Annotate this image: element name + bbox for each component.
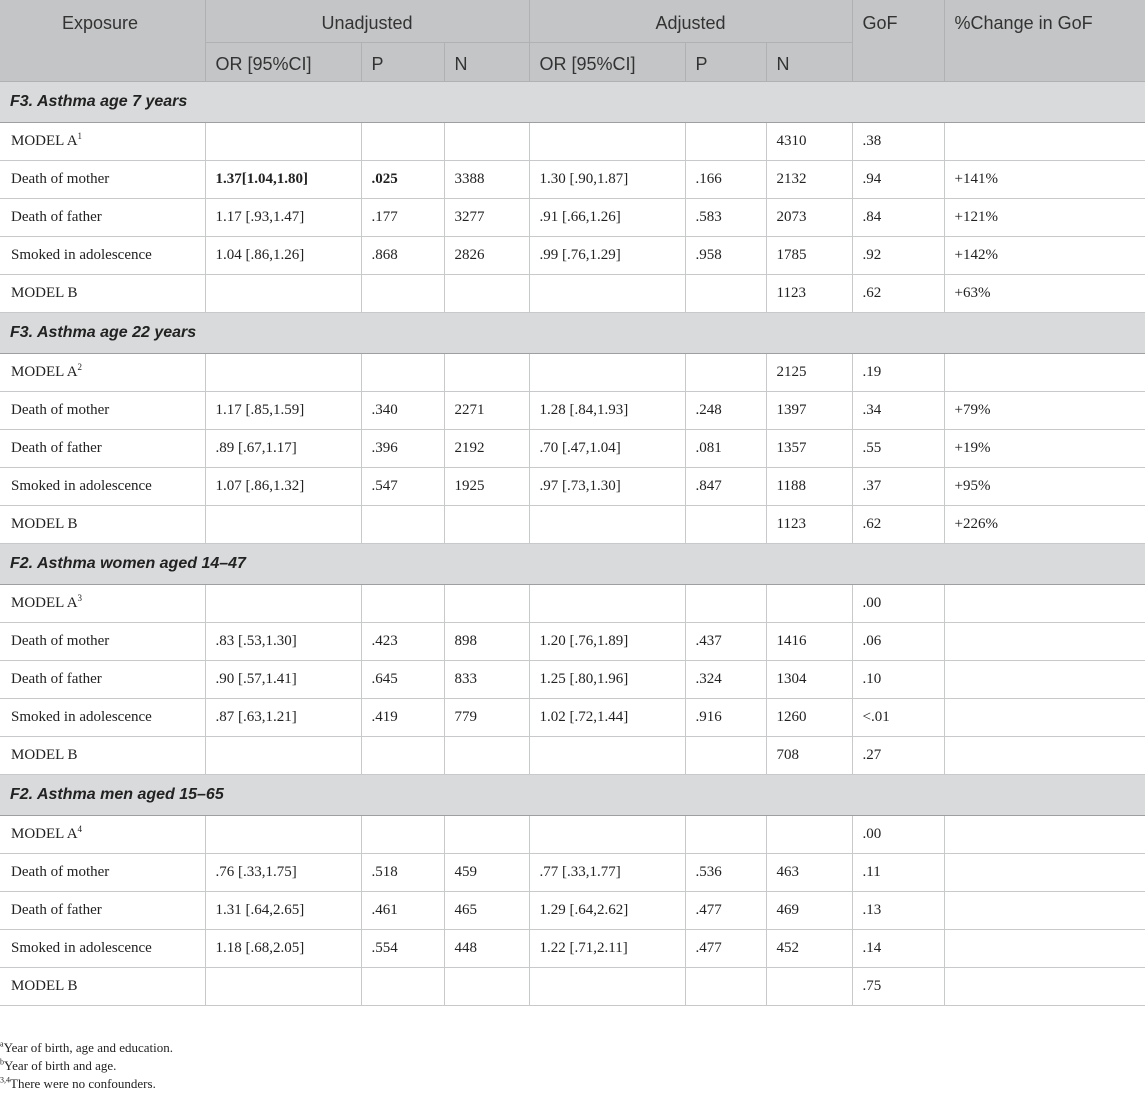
cell-pct xyxy=(944,123,1145,161)
cell-gof: .62 xyxy=(852,506,944,544)
cell-u-p xyxy=(361,968,444,1006)
cell-a-n: 1188 xyxy=(766,468,852,506)
cell-a-p: .477 xyxy=(685,892,766,930)
cell-pct xyxy=(944,892,1145,930)
cell-gof: <.01 xyxy=(852,699,944,737)
cell-u-n: 3388 xyxy=(444,161,529,199)
cell-u-p: .419 xyxy=(361,699,444,737)
cell-a-or: 1.20 [.76,1.89] xyxy=(529,623,685,661)
cell-a-p: .958 xyxy=(685,237,766,275)
cell-pct: +63% xyxy=(944,275,1145,313)
cell-u-or xyxy=(205,737,361,775)
section-header-row xyxy=(0,775,1145,816)
cell-u-or xyxy=(205,354,361,392)
cell-u-or xyxy=(205,585,361,623)
cell-a-n: 469 xyxy=(766,892,852,930)
cell-u-p xyxy=(361,816,444,854)
table-body xyxy=(0,82,1145,1006)
cell-exposure xyxy=(0,161,205,199)
cell-a-p: .477 xyxy=(685,930,766,968)
cell-u-n: 448 xyxy=(444,930,529,968)
cell-a-or xyxy=(529,968,685,1006)
exposure-label: Death of father xyxy=(11,902,102,918)
cell-a-n: 1123 xyxy=(766,506,852,544)
cell-pct xyxy=(944,816,1145,854)
cell-u-or xyxy=(205,816,361,854)
cell-exposure xyxy=(0,816,205,854)
cell-gof: .75 xyxy=(852,968,944,1006)
cell-a-n xyxy=(766,816,852,854)
header-adjusted: Adjusted xyxy=(529,0,852,43)
cell-a-or: 1.25 [.80,1.96] xyxy=(529,661,685,699)
footnote-mark: b xyxy=(0,1057,4,1067)
cell-pct xyxy=(944,930,1145,968)
cell-u-or: 1.37[1.04,1.80] xyxy=(205,161,361,199)
cell-a-n: 2073 xyxy=(766,199,852,237)
cell-u-p xyxy=(361,737,444,775)
exposure-label: Death of mother xyxy=(11,402,110,418)
footnote-text: Year of birth and age. xyxy=(4,1058,117,1073)
cell-a-n xyxy=(766,585,852,623)
cell-exposure xyxy=(0,392,205,430)
cell-u-p: .177 xyxy=(361,199,444,237)
footnote-marker: 3 xyxy=(77,593,83,603)
footnote xyxy=(0,1075,1145,1093)
section-title: F3. Asthma age 7 years xyxy=(0,82,1145,123)
cell-exposure xyxy=(0,506,205,544)
cell-u-n: 898 xyxy=(444,623,529,661)
cell-pct xyxy=(944,737,1145,775)
cell-a-or: .91 [.66,1.26] xyxy=(529,199,685,237)
cell-gof: .19 xyxy=(852,354,944,392)
header-adj-or: OR [95%CI] xyxy=(529,43,685,82)
cell-a-or xyxy=(529,816,685,854)
cell-pct xyxy=(944,968,1145,1006)
cell-u-p: .396 xyxy=(361,430,444,468)
table-row xyxy=(0,585,1145,623)
cell-pct: +19% xyxy=(944,430,1145,468)
cell-exposure xyxy=(0,623,205,661)
table-row xyxy=(0,199,1145,237)
cell-gof: .38 xyxy=(852,123,944,161)
cell-exposure xyxy=(0,199,205,237)
cell-a-n: 1416 xyxy=(766,623,852,661)
cell-a-p: .583 xyxy=(685,199,766,237)
cell-exposure xyxy=(0,123,205,161)
table-row xyxy=(0,506,1145,544)
exposure-label: MODEL B xyxy=(11,516,78,532)
cell-gof: .94 xyxy=(852,161,944,199)
table-row xyxy=(0,930,1145,968)
cell-gof: .37 xyxy=(852,468,944,506)
footnote-marker: 2 xyxy=(77,362,83,372)
cell-u-or: .83 [.53,1.30] xyxy=(205,623,361,661)
table-row xyxy=(0,123,1145,161)
cell-u-or: .90 [.57,1.41] xyxy=(205,661,361,699)
cell-a-or: .77 [.33,1.77] xyxy=(529,854,685,892)
cell-a-n: 1260 xyxy=(766,699,852,737)
cell-u-or xyxy=(205,506,361,544)
header-unadjusted: Unadjusted xyxy=(205,0,529,43)
cell-u-p: .868 xyxy=(361,237,444,275)
cell-pct: +142% xyxy=(944,237,1145,275)
table-row xyxy=(0,854,1145,892)
cell-gof: .00 xyxy=(852,816,944,854)
cell-pct xyxy=(944,354,1145,392)
cell-a-n: 452 xyxy=(766,930,852,968)
footnote-mark: 3,4 xyxy=(0,1075,10,1085)
cell-a-p: .847 xyxy=(685,468,766,506)
exposure-label: MODEL A xyxy=(11,364,78,380)
cell-exposure xyxy=(0,430,205,468)
cell-a-p: .081 xyxy=(685,430,766,468)
cell-u-n: 3277 xyxy=(444,199,529,237)
footnote-marker: 4 xyxy=(77,824,83,834)
cell-exposure xyxy=(0,468,205,506)
cell-u-p: .547 xyxy=(361,468,444,506)
cell-exposure xyxy=(0,354,205,392)
cell-gof: .92 xyxy=(852,237,944,275)
cell-pct: +121% xyxy=(944,199,1145,237)
cell-a-p xyxy=(685,354,766,392)
cell-a-or xyxy=(529,354,685,392)
cell-u-n xyxy=(444,123,529,161)
cell-a-p: .916 xyxy=(685,699,766,737)
exposure-label: Smoked in adolescence xyxy=(11,709,152,725)
exposure-label: Smoked in adolescence xyxy=(11,478,152,494)
cell-pct xyxy=(944,699,1145,737)
cell-exposure xyxy=(0,968,205,1006)
cell-u-p xyxy=(361,275,444,313)
cell-u-or: .76 [.33,1.75] xyxy=(205,854,361,892)
cell-u-n: 833 xyxy=(444,661,529,699)
cell-a-p xyxy=(685,816,766,854)
cell-a-p xyxy=(685,737,766,775)
cell-a-p xyxy=(685,585,766,623)
table-row xyxy=(0,354,1145,392)
cell-u-n xyxy=(444,275,529,313)
table-row xyxy=(0,737,1145,775)
cell-exposure xyxy=(0,237,205,275)
cell-u-p: .518 xyxy=(361,854,444,892)
section-title: F2. Asthma men aged 15–65 xyxy=(0,775,1145,816)
cell-a-or xyxy=(529,585,685,623)
table-row xyxy=(0,430,1145,468)
cell-u-p xyxy=(361,354,444,392)
cell-u-n xyxy=(444,737,529,775)
exposure-label: Smoked in adolescence xyxy=(11,247,152,263)
section-title: F3. Asthma age 22 years xyxy=(0,313,1145,354)
cell-u-n xyxy=(444,354,529,392)
footnote-mark: a xyxy=(0,1039,4,1049)
cell-pct: +95% xyxy=(944,468,1145,506)
footnotes xyxy=(0,1039,1145,1093)
cell-a-p: .437 xyxy=(685,623,766,661)
cell-a-or xyxy=(529,506,685,544)
cell-exposure xyxy=(0,661,205,699)
table-row xyxy=(0,968,1145,1006)
cell-u-or: 1.17 [.85,1.59] xyxy=(205,392,361,430)
cell-gof: .14 xyxy=(852,930,944,968)
cell-gof: .11 xyxy=(852,854,944,892)
cell-a-p: .536 xyxy=(685,854,766,892)
table-row xyxy=(0,623,1145,661)
exposure-label: Death of father xyxy=(11,209,102,225)
cell-a-p: .166 xyxy=(685,161,766,199)
cell-a-n: 2125 xyxy=(766,354,852,392)
cell-a-n: 2132 xyxy=(766,161,852,199)
cell-u-or: 1.17 [.93,1.47] xyxy=(205,199,361,237)
cell-a-n: 1304 xyxy=(766,661,852,699)
header-unadj-p: P xyxy=(361,43,444,82)
cell-a-n: 1357 xyxy=(766,430,852,468)
cell-a-or xyxy=(529,275,685,313)
header-exposure: Exposure xyxy=(0,0,205,82)
exposure-label: MODEL B xyxy=(11,747,78,763)
cell-a-n: 4310 xyxy=(766,123,852,161)
exposure-label: Death of mother xyxy=(11,864,110,880)
cell-a-p xyxy=(685,123,766,161)
cell-gof: .00 xyxy=(852,585,944,623)
exposure-label: Smoked in adolescence xyxy=(11,940,152,956)
cell-a-n: 1397 xyxy=(766,392,852,430)
exposure-label: MODEL A xyxy=(11,133,78,149)
header-adj-p: P xyxy=(685,43,766,82)
cell-a-p: .248 xyxy=(685,392,766,430)
cell-exposure xyxy=(0,737,205,775)
cell-gof: .27 xyxy=(852,737,944,775)
cell-a-p: .324 xyxy=(685,661,766,699)
cell-u-or: 1.31 [.64,2.65] xyxy=(205,892,361,930)
cell-u-or: .87 [.63,1.21] xyxy=(205,699,361,737)
cell-u-p xyxy=(361,506,444,544)
table-row xyxy=(0,275,1145,313)
cell-pct: +79% xyxy=(944,392,1145,430)
section-header-row xyxy=(0,313,1145,354)
cell-u-n xyxy=(444,585,529,623)
cell-u-or: 1.04 [.86,1.26] xyxy=(205,237,361,275)
cell-a-p xyxy=(685,506,766,544)
cell-a-or: 1.28 [.84,1.93] xyxy=(529,392,685,430)
cell-u-n: 459 xyxy=(444,854,529,892)
cell-u-p: .645 xyxy=(361,661,444,699)
cell-u-or xyxy=(205,275,361,313)
table-row xyxy=(0,816,1145,854)
cell-u-n xyxy=(444,816,529,854)
cell-gof: .06 xyxy=(852,623,944,661)
cell-u-p: .423 xyxy=(361,623,444,661)
cell-u-n: 465 xyxy=(444,892,529,930)
footnote xyxy=(0,1039,1145,1057)
cell-u-p: .554 xyxy=(361,930,444,968)
cell-u-n: 2192 xyxy=(444,430,529,468)
table-row xyxy=(0,661,1145,699)
header-gof: GoF xyxy=(852,0,944,82)
header-adj-n: N xyxy=(766,43,852,82)
cell-exposure xyxy=(0,930,205,968)
cell-exposure xyxy=(0,275,205,313)
table-row xyxy=(0,237,1145,275)
cell-a-n: 1123 xyxy=(766,275,852,313)
header-unadj-or: OR [95%CI] xyxy=(205,43,361,82)
cell-u-n xyxy=(444,506,529,544)
cell-a-or: .97 [.73,1.30] xyxy=(529,468,685,506)
cell-a-or xyxy=(529,737,685,775)
exposure-label: MODEL A xyxy=(11,826,78,842)
cell-gof: .62 xyxy=(852,275,944,313)
cell-exposure xyxy=(0,585,205,623)
footnote-marker: 1 xyxy=(77,131,83,141)
cell-gof: .10 xyxy=(852,661,944,699)
table-row xyxy=(0,699,1145,737)
section-header-row xyxy=(0,544,1145,585)
section-title: F2. Asthma women aged 14–47 xyxy=(0,544,1145,585)
cell-pct xyxy=(944,661,1145,699)
cell-u-p: .025 xyxy=(361,161,444,199)
exposure-label: Death of mother xyxy=(11,633,110,649)
cell-gof: .84 xyxy=(852,199,944,237)
cell-exposure xyxy=(0,854,205,892)
cell-u-n: 2271 xyxy=(444,392,529,430)
cell-a-n xyxy=(766,968,852,1006)
section-header-row xyxy=(0,82,1145,123)
cell-u-or: 1.07 [.86,1.32] xyxy=(205,468,361,506)
exposure-label: Death of mother xyxy=(11,171,110,187)
cell-exposure xyxy=(0,892,205,930)
table-header xyxy=(0,0,1145,82)
cell-u-n: 2826 xyxy=(444,237,529,275)
header-unadj-n: N xyxy=(444,43,529,82)
cell-u-p: .461 xyxy=(361,892,444,930)
cell-a-or: 1.29 [.64,2.62] xyxy=(529,892,685,930)
cell-exposure xyxy=(0,699,205,737)
cell-a-or: 1.30 [.90,1.87] xyxy=(529,161,685,199)
cell-a-or: 1.02 [.72,1.44] xyxy=(529,699,685,737)
cell-a-p xyxy=(685,275,766,313)
cell-u-n: 1925 xyxy=(444,468,529,506)
footnote-text: Year of birth, age and education. xyxy=(3,1040,173,1055)
header-pct-change: %Change in GoF xyxy=(944,0,1145,82)
footnote-text: There were no confounders. xyxy=(10,1076,156,1091)
exposure-label: Death of father xyxy=(11,671,102,687)
footnote xyxy=(0,1057,1145,1075)
cell-u-p xyxy=(361,585,444,623)
cell-u-or xyxy=(205,968,361,1006)
cell-gof: .55 xyxy=(852,430,944,468)
cell-u-or: .89 [.67,1.17] xyxy=(205,430,361,468)
cell-u-p xyxy=(361,123,444,161)
cell-pct: +226% xyxy=(944,506,1145,544)
cell-a-or: .99 [.76,1.29] xyxy=(529,237,685,275)
cell-u-n: 779 xyxy=(444,699,529,737)
cell-u-or xyxy=(205,123,361,161)
cell-u-n xyxy=(444,968,529,1006)
cell-gof: .13 xyxy=(852,892,944,930)
cell-u-or: 1.18 [.68,2.05] xyxy=(205,930,361,968)
cell-pct xyxy=(944,585,1145,623)
cell-a-n: 1785 xyxy=(766,237,852,275)
cell-pct xyxy=(944,623,1145,661)
exposure-label: MODEL A xyxy=(11,595,78,611)
cell-pct xyxy=(944,854,1145,892)
cell-pct: +141% xyxy=(944,161,1145,199)
table-row xyxy=(0,161,1145,199)
cell-a-or xyxy=(529,123,685,161)
cell-a-or: .70 [.47,1.04] xyxy=(529,430,685,468)
exposure-label: MODEL B xyxy=(11,978,78,994)
exposure-label: Death of father xyxy=(11,440,102,456)
cell-a-p xyxy=(685,968,766,1006)
table-row xyxy=(0,468,1145,506)
cell-u-p: .340 xyxy=(361,392,444,430)
table-row xyxy=(0,892,1145,930)
exposure-label: MODEL B xyxy=(11,285,78,301)
cell-gof: .34 xyxy=(852,392,944,430)
cell-a-n: 708 xyxy=(766,737,852,775)
table-row xyxy=(0,392,1145,430)
cell-a-n: 463 xyxy=(766,854,852,892)
cell-a-or: 1.22 [.71,2.11] xyxy=(529,930,685,968)
